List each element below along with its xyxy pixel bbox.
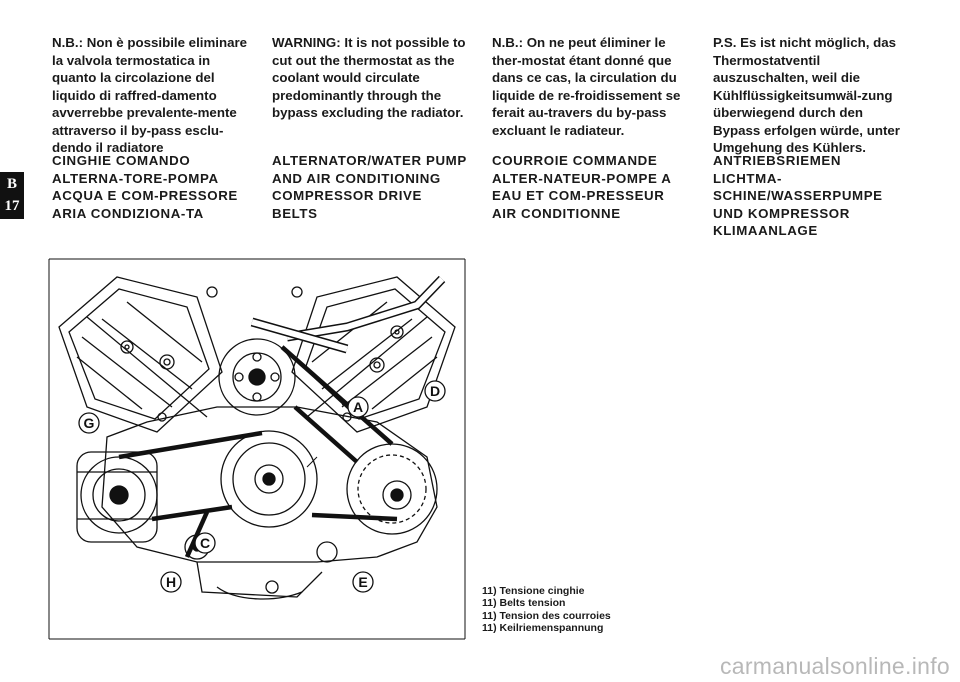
left-cylinder-bank <box>59 277 222 432</box>
note-english: WARNING: It is not possible to cut out the thermostat as the coolant would circulate predominantly through the bypass excluding the radiator. <box>272 35 466 120</box>
svg-text:H: H <box>165 574 177 590</box>
caption-english: 11) Belts tension <box>482 597 566 610</box>
crankshaft-pulley <box>221 431 317 527</box>
callout-a <box>348 397 368 417</box>
heading-french: COURROIE COMMANDE ALTER-NATEUR-POMPE A EAU ET COM-PRESSEUR AIR CONDITIONNE <box>492 153 671 221</box>
heading-english: ALTERNATOR/WATER PUMP AND AIR CONDITIONING COMPRESSOR DRIVE BELTS <box>272 153 467 221</box>
note-german: P.S. Es ist nicht möglich, das Thermostatventil auszuschalten, weil die Kühlflüssigkeitsumwäl-zung überwiegend durch den Bypass erfolgen würde, unter Umgehung des Kühlers. <box>713 35 900 155</box>
caption-french: 11) Tension des courroies <box>482 609 611 622</box>
note-french: N.B.: On ne peut éliminer le ther-mostat étant donné que dans ce cas, la circulation du liquide de re-froidissement se ferait au-travers du by-pass excluant le radiateur. <box>492 35 681 138</box>
callout-c <box>195 533 215 553</box>
callout-d <box>425 381 445 401</box>
ac-compressor <box>77 452 157 542</box>
figure-captions <box>482 585 611 635</box>
caption-italian: 11) Tensione cinghie <box>482 585 585 597</box>
caption-german: 11) Keilriemenspannung <box>482 622 604 635</box>
watermark: carmanualsonline.info <box>719 653 950 679</box>
bolts <box>121 287 403 593</box>
svg-text:A: A <box>352 399 364 415</box>
belt-diagram <box>47 257 467 641</box>
svg-text:G: G <box>83 415 95 431</box>
svg-text:E: E <box>358 574 368 590</box>
right-cylinder-bank <box>292 277 455 432</box>
svg-text:D: D <box>429 383 441 399</box>
svg-text:C: C <box>199 535 211 551</box>
heading-italian: CINGHIE COMANDO ALTERNA-TORE-POMPA ACQUA E COM-PRESSORE ARIA CONDIZIONA-TA <box>52 153 238 221</box>
callout-g <box>79 413 99 433</box>
section-tab <box>0 172 24 219</box>
section-tab-letter: B <box>6 176 17 192</box>
note-italian: N.B.: Non è possibile eliminare la valvola termostatica in quanto la circolazione del liquido di raffred-damento avverrebbe prevalente-mente attraverso il by-pass esclu-dendo il radiatore <box>52 35 248 155</box>
section-tab-number: 17 <box>4 198 20 214</box>
heading-german: ANTRIEBSRIEMEN LICHTMA-SCHINE/WASSERPUMPE UND KOMPRESSOR KLIMAANLAGE <box>713 153 883 238</box>
callout-e <box>353 572 373 592</box>
callout-h <box>161 572 181 592</box>
